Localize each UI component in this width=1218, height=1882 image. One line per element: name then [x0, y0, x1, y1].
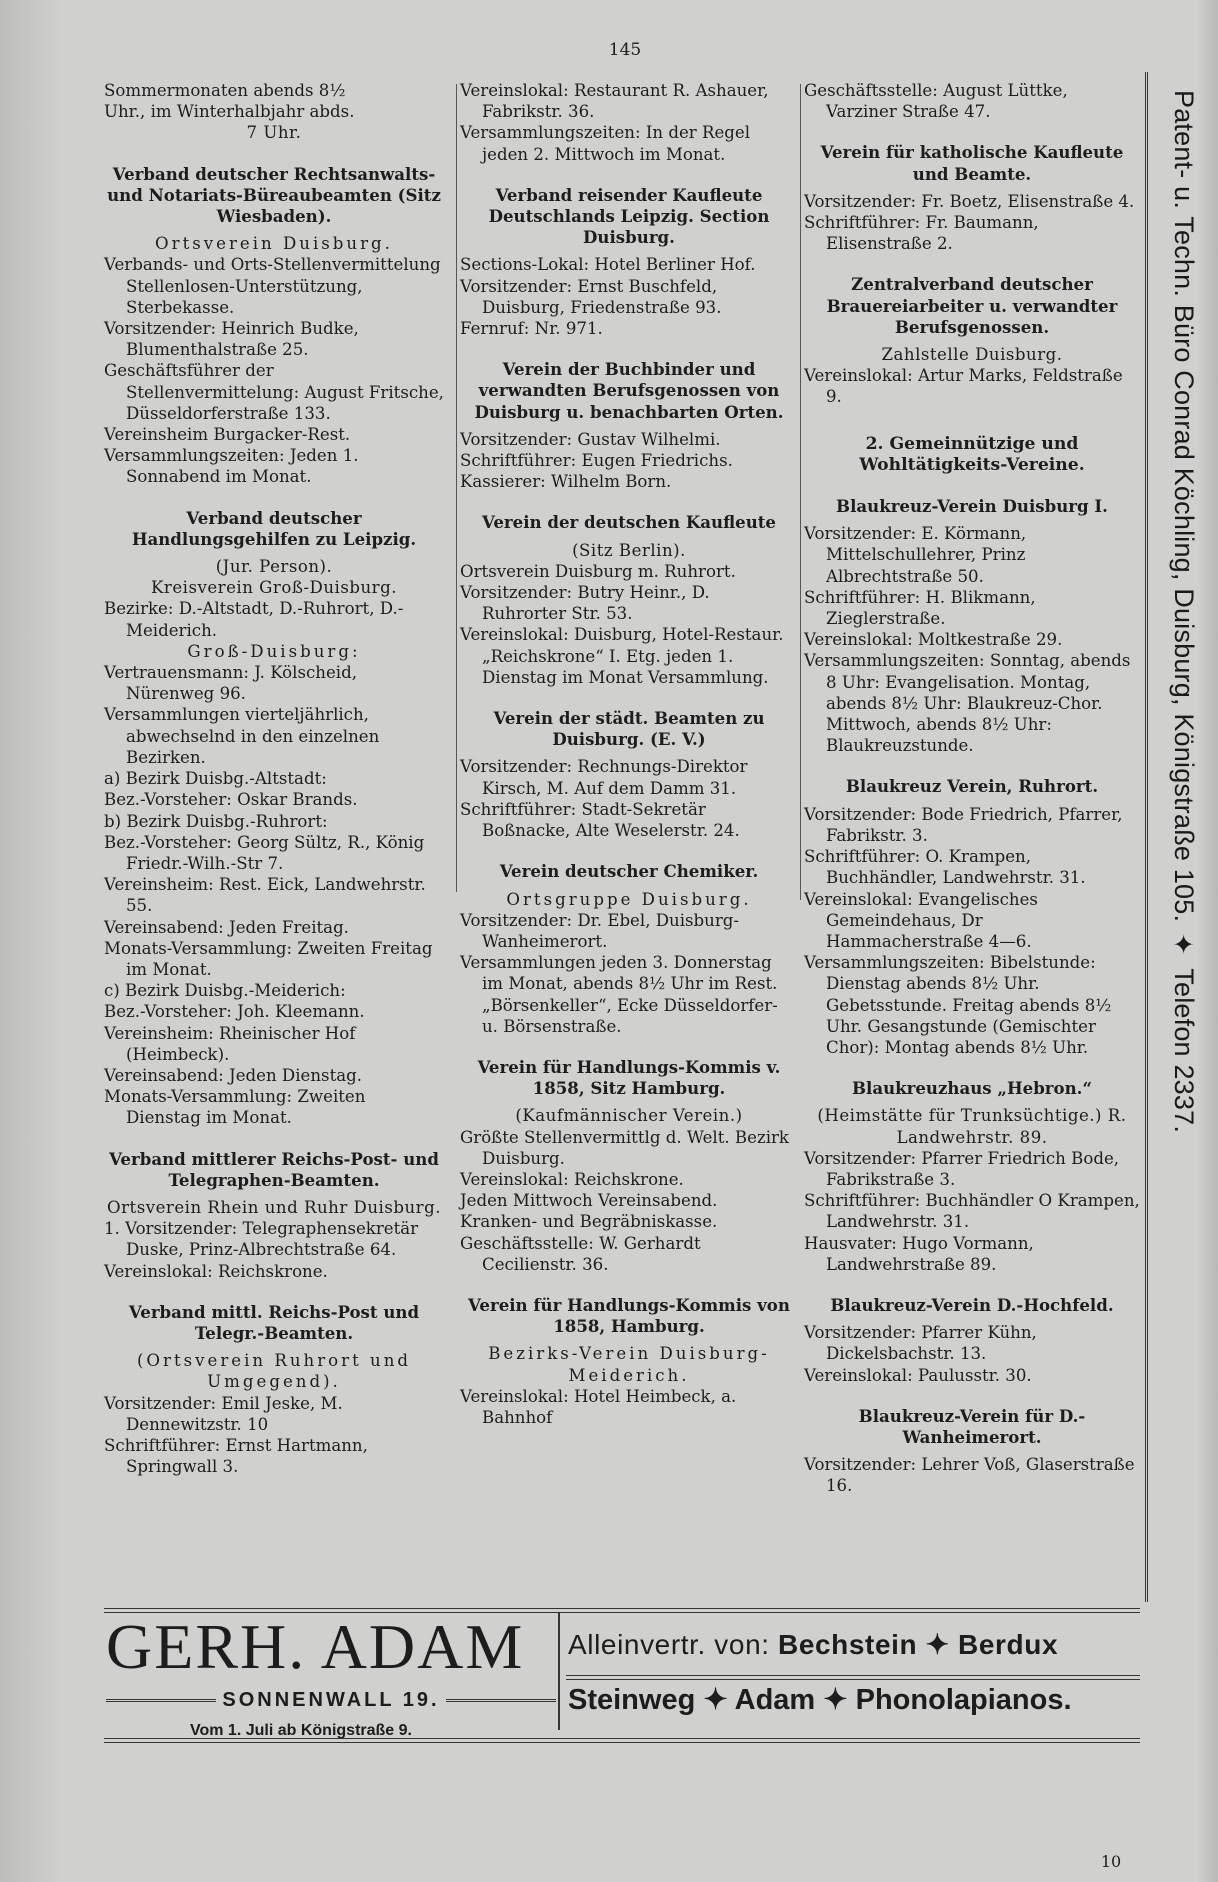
text-line: Vereinslokal: Evangelisches Gemeindehaus, Dr Hammacherstraße 4—6.: [804, 889, 1038, 951]
section-heading: Verein der städt. Beamten zu Duisburg. (E. V.): [493, 708, 765, 750]
section-heading: Zentralverband deutscher Brauereiarbeiter u. verwandter Berufsgenossen.: [826, 274, 1118, 337]
section-heading: Verein der Buchbinder und verwandten Berufsgenossen von Duisburg u. benachbarten Orten.: [474, 359, 784, 422]
text-line: Geschäftsführer der Stellenvermittelung: August Fritsche, Düsseldorferstraße 133.: [104, 361, 444, 423]
text-line: 7 Uhr.: [246, 123, 302, 143]
text-line: Größte Stellenvermittlg d. Welt. Bezirk Duisburg.: [460, 1127, 789, 1168]
text-line: Vereinslokal: Reichskrone.: [460, 1169, 684, 1189]
text-line: Versammlungszeiten: Bibelstunde: Dienstag abends 8½ Uhr. Gebetsstunde. Freitag abends 8½ Uhr. Gesangstunde (Gemischter Chor): Montag abends 8½ Uhr.: [804, 953, 1112, 1057]
subheading: Ortsgruppe Duisburg.: [506, 889, 752, 909]
section-heading: Blaukreuz Verein, Ruhrort.: [845, 776, 1099, 797]
ad-representation-label: Alleinvertr. von:: [568, 1629, 770, 1660]
ad-street-row: [100, 1689, 562, 1712]
section-heading: Blaukreuz-Verein für D.-Wanheimerort.: [858, 1405, 1086, 1447]
sidebar-advertisement: [1145, 72, 1206, 1602]
section-heading: Verband deutscher Handlungsgehilfen zu Leipzig.: [131, 507, 417, 549]
text-line: Vereinsabend: Jeden Dienstag.: [104, 1065, 363, 1085]
text-line: Vorsitzender: Dr. Ebel, Duisburg-Wanheimerort.: [460, 910, 740, 951]
text-line: Versammlungszeiten: Sonntag, abends 8 Uhr: Evangelisation. Montag, abends 8½ Uhr: Blaukreuz-Chor. Mittwoch, abends 8½ Uhr: Blaukreuzstunde.: [804, 651, 1131, 756]
text-line: Vorsitzender: Heinrich Budke, Blumenthalstraße 25.: [104, 319, 359, 360]
subheading: Ortsverein Duisburg.: [155, 234, 393, 254]
text-line: Vertrauensmann: J. Kölscheid, Nürenweg 96.: [104, 663, 357, 704]
section-heading: Blaukreuz-Verein Duisburg I.: [836, 496, 1108, 517]
section-heading: Verband mittlerer Reichs-Post- und Telegraphen-Beamten.: [109, 1148, 439, 1190]
text-line: Bez.-Vorsteher: Georg Sültz, R., König Friedr.-Wilh.-Str 7.: [104, 832, 425, 873]
text-line: Sections-Lokal: Hotel Berliner Hof.: [460, 255, 756, 275]
text-line: Vereinsheim: Rheinischer Hof (Heimbeck).: [104, 1023, 356, 1064]
text-line: a) Bezirk Duisbg.-Altstadt:: [104, 769, 327, 789]
text-line: Vereinslokal: Moltkestraße 29.: [804, 630, 1063, 650]
text-line: Vereinslokal: Reichskrone.: [104, 1261, 328, 1281]
ad-rule: [106, 1699, 216, 1702]
column-divider: [456, 84, 457, 892]
text-line: Sommermonaten abends 8½: [104, 81, 346, 100]
subheading: (Ortsverein Ruhrort und Umgegend).: [136, 1351, 412, 1392]
text-line: Vorsitzender: Lehrer Voß, Glaserstraße 16.: [804, 1455, 1135, 1496]
text-line: Fernruf: Nr. 971.: [460, 319, 603, 339]
text-line: Schriftführer: Stadt-Sekretär Boßnacke, Alte Weselerstr. 24.: [460, 799, 740, 841]
text-line: Kranken- und Begräbniskasse.: [460, 1212, 718, 1232]
text-line: (Heimstätte für Trunksüchtige.) R. Landwehrstr. 89.: [817, 1106, 1127, 1147]
text-line: Schriftführer: Eugen Friedrichs.: [460, 451, 733, 471]
ad-divider: [558, 1612, 560, 1730]
column-1: [104, 80, 444, 1477]
text-line: Vorsitzender: Bode Friedrich, Pfarrer, Fabrikstr. 3.: [804, 804, 1123, 845]
section-heading: Verein deutscher Chemiker.: [499, 861, 759, 882]
text-line: Monats-Versammlung: Zweiten Freitag im Monat.: [104, 938, 433, 979]
section-heading: Verein für katholische Kaufleute und Beamte.: [820, 142, 1124, 184]
text-line: Ortsverein Duisburg m. Ruhrort.: [460, 561, 736, 581]
text-line: Versammlungszeiten: Jeden 1. Sonnabend im Monat.: [104, 446, 359, 487]
text-line: Geschäftsstelle: W. Gerhardt Cecilienstr. 36.: [460, 1233, 701, 1274]
text-line: 1. Vorsitzender: Telegraphensekretär Duske, Prinz-Albrechtstraße 64.: [104, 1219, 419, 1260]
text-line: Vorsitzender: Butry Heinr., D. Ruhrorter Str. 53.: [460, 583, 710, 624]
page-number: 145: [608, 40, 642, 60]
text-line: Vorsitzender: Emil Jeske, M. Dennewitzstr. 10: [104, 1393, 343, 1434]
text-line: Geschäftsstelle: August Lüttke, Varziner Straße 47.: [804, 81, 1068, 122]
ad-inner-rule: [566, 1675, 1140, 1680]
subheading: Groß-Duisburg:: [187, 641, 361, 661]
ad-move-notice: Vom 1. Juli ab Königstraße 9.: [190, 1722, 412, 1739]
text-line: Kreisverein Groß-Duisburg.: [150, 578, 397, 598]
ad-company-name: GERH. ADAM: [106, 1611, 525, 1682]
text-line: Jeden Mittwoch Vereinsabend.: [460, 1191, 718, 1211]
section-heading: Verband deutscher Rechtsanwalts- und Notariats-Büreaubeamten (Sitz Wiesbaden).: [107, 163, 441, 227]
text-line: Vereinslokal: Hotel Heimbeck, a. Bahnhof: [460, 1386, 737, 1427]
text-line: Schriftführer: Ernst Hartmann, Springwall 3.: [104, 1435, 368, 1477]
ad-rule: [446, 1699, 556, 1702]
section-heading: Blaukreuz-Verein D.-Hochfeld.: [830, 1294, 1114, 1315]
text-line: Bez.-Vorsteher: Oskar Brands.: [104, 790, 358, 810]
text-line: (Kaufmännischer Verein.): [515, 1106, 743, 1126]
text-line: Vereinslokal: Paulusstr. 30.: [804, 1365, 1032, 1385]
text-line: Vereinslokal: Artur Marks, Feldstraße 9.: [804, 366, 1123, 407]
scan-edge-left: [0, 0, 60, 1882]
chapter-heading: 2. Gemeinnützige und Wohltätigkeits-Vereine.: [859, 433, 1085, 475]
text-line: Schriftführer: O. Krampen, Buchhändler, Landwehrstr. 31.: [804, 847, 1086, 888]
text-line: Vorsitzender: Pfarrer Friedrich Bode, Fabrikstraße 3.: [804, 1148, 1120, 1189]
text-line: Schriftführer: H. Blikmann, Zieglerstraße.: [804, 587, 1036, 629]
text-line: Bezirke: D.-Altstadt, D.-Ruhrort, D.-Meiderich.: [104, 599, 404, 640]
text-line: Vereinslokal: Restaurant R. Ashauer, Fabrikstr. 36.: [460, 81, 769, 122]
text-line: Vereinsabend: Jeden Freitag.: [104, 917, 349, 937]
text-line: Vorsitzender: Fr. Boetz, Elisenstraße 4.: [804, 191, 1135, 211]
text-line: Bez.-Vorsteher: Joh. Kleemann.: [104, 1002, 365, 1022]
column-2: [460, 80, 798, 1428]
text-line: Vorsitzender: Gustav Wilhelmi.: [460, 429, 721, 449]
text-line: Versammlungen jeden 3. Donnerstag im Monat, abends 8½ Uhr im Rest. „Börsenkeller“, Ecke Düsseldorfer- u. Börsenstraße.: [460, 953, 778, 1036]
text-line: b) Bezirk Duisbg.-Ruhrort:: [104, 811, 328, 831]
ad-brands-2: Steinweg ✦ Adam ✦ Phonolapianos.: [568, 1684, 1072, 1716]
text-line: Hausvater: Hugo Vormann, Landwehrstraße 89.: [804, 1233, 1034, 1274]
text-line: Verbands- und Orts-Stellenvermittelung Stellenlosen-Unterstützung, Sterbekasse.: [104, 255, 441, 317]
text-line: Monats-Versammlung: Zweiten Dienstag im Monat.: [104, 1087, 366, 1128]
text-line: Vorsitzender: Pfarrer Kühn, Dickelsbachstr. 13.: [804, 1323, 1037, 1364]
ad-border-bottom: [104, 1738, 1140, 1743]
text-line: (Sitz Berlin).: [572, 540, 686, 560]
column-divider: [800, 84, 801, 900]
ad-brands-1: Bechstein ✦ Berdux: [778, 1629, 1059, 1660]
subheading: Bezirks-Verein Duisburg-Meiderich.: [488, 1344, 770, 1385]
text-line: c) Bezirk Duisbg.-Meiderich:: [104, 981, 346, 1001]
text-line: Kassierer: Wilhelm Born.: [460, 472, 672, 492]
text-line: (Jur. Person).: [215, 557, 333, 577]
text-line: Versammlungszeiten: In der Regel jeden 2. Mittwoch im Monat.: [460, 123, 751, 164]
ad-representation: [568, 1628, 1128, 1661]
text-line: Versammlungen vierteljährlich, abwechselnd in den einzelnen Bezirken.: [104, 705, 380, 767]
text-line: Schriftführer: Buchhändler O Krampen, Landwehrstr. 31.: [804, 1191, 1140, 1232]
text-line: Vereinslokal: Duisburg, Hotel-Restaur. „Reichskrone“ I. Etg. jeden 1. Dienstag im Monat Versammlung.: [460, 625, 784, 687]
section-heading: Blaukreuzhaus „Hebron.“: [851, 1078, 1092, 1099]
text-line: Ortsverein Rhein und Ruhr Duisburg.: [106, 1197, 441, 1217]
text-line: Uhr., im Winterhalbjahr abds.: [104, 102, 355, 122]
text-line: Vorsitzender: Rechnungs-Direktor Kirsch, M. Auf dem Damm 31.: [460, 757, 748, 798]
column-3: [804, 80, 1140, 1497]
text-line: Vorsitzender: E. Körmann, Mittelschullehrer, Prinz Albrechtstraße 50.: [804, 524, 1027, 586]
section-heading: Verein für Handlungs-Kommis von 1858, Hamburg.: [468, 1294, 790, 1337]
section-heading: Verband mittl. Reichs-Post und Telegr.-Beamten.: [128, 1301, 420, 1343]
ad-street: SONNENWALL 19.: [222, 1689, 440, 1711]
section-heading: Verein der deutschen Kaufleute: [482, 512, 776, 533]
text-line: Zahlstelle Duisburg.: [881, 345, 1063, 365]
section-heading: Verein für Handlungs-Kommis v. 1858, Sitz Hamburg.: [477, 1056, 781, 1099]
section-heading: Verband reisender Kaufleute Deutschlands Leipzig. Section Duisburg.: [488, 184, 770, 248]
text-line: Vereinsheim Burgacker-Rest.: [104, 425, 351, 445]
text-line: Schriftführer: Fr. Baumann, Elisenstraße 2.: [804, 213, 1039, 254]
text-line: Vorsitzender: Ernst Buschfeld, Duisburg, Friedenstraße 93.: [460, 276, 722, 317]
sidebar-text: Patent- u. Techn. Büro Conrad Köchling, Duisburg, Königstraße 105. ✦ Telefon 2337.: [1169, 90, 1199, 1134]
text-line: Vereinsheim: Rest. Eick, Landwehrstr. 55.: [104, 875, 426, 916]
footer-number: 10: [1100, 1852, 1122, 1871]
